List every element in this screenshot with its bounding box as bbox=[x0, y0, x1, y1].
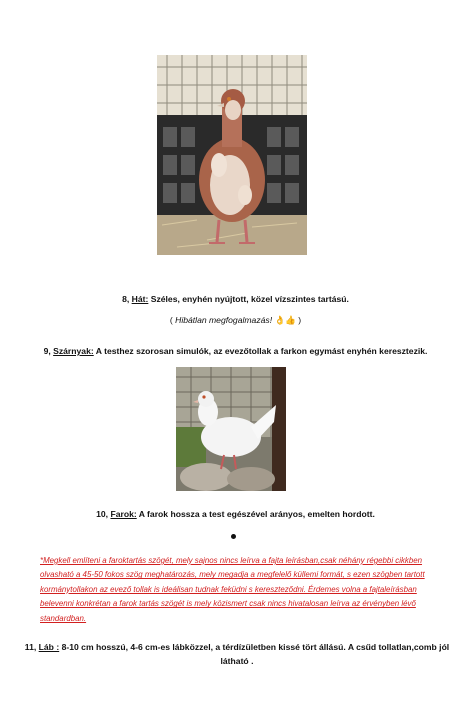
bullet-point bbox=[231, 534, 236, 539]
open-paren: ( bbox=[169, 315, 176, 325]
paragraph-label: Hát: bbox=[131, 294, 149, 304]
paragraph-farok bbox=[0, 508, 471, 520]
paragraph-text: Széles, enyhén nyújtott, közel vízszintes tartású. bbox=[148, 294, 349, 304]
paragraph-szarnyak bbox=[0, 345, 471, 357]
ok-thumbs-up-icon: 👌👍 bbox=[272, 315, 296, 325]
remark-text: Hibátlan megfogalmazás! bbox=[175, 315, 273, 325]
paragraph-number: 9, bbox=[43, 346, 54, 356]
pigeon-photo-2 bbox=[176, 367, 286, 491]
paragraph-number: 8, bbox=[122, 294, 132, 304]
close-paren: ) bbox=[295, 315, 302, 325]
paragraph-text: A farok hossza a test egészével arányos, emelten hordott. bbox=[136, 509, 375, 519]
paragraph-label: Farok: bbox=[110, 509, 137, 519]
paragraph-lab bbox=[22, 640, 452, 668]
paragraph-text: 8-10 cm hosszú, 4-6 cm-es lábközzel, a térdízületben kissé tört állású. A csűd tollatlan,comb jól látható . bbox=[59, 642, 450, 666]
paragraph-text: A testhez szorosan simulók, az evezőtollak a farkon egymást enyhén keresztezik. bbox=[93, 346, 428, 356]
pigeon-photo-1 bbox=[157, 55, 307, 255]
red-comment-note: *Megkell említeni a faroktartás szögét, mely sajnos nincs leírva a fajta leírásban,csak néhány régebbi cikkben olvasható a 45-50 fokos szög meghatározás, mely megadja a megfelelő küllemi formát, s ezen szögben tartott kormánytollakon az evező tollak is ideálisan tudnak feküdni s kereszteződni. Érdemes volna a fajtaleírásban belevenni konkrétan a farok tartás szögét is mely közismert csak nincs hivatalosan leírva az érvényben lévő standardban. bbox=[40, 556, 425, 623]
paragraph-label: Szárnyak: bbox=[53, 346, 94, 356]
paragraph-label: Láb : bbox=[38, 642, 60, 652]
remark-note bbox=[0, 315, 471, 326]
paragraph-number: 11, bbox=[24, 642, 39, 652]
paragraph-number: 10, bbox=[96, 509, 111, 519]
paragraph-hat bbox=[0, 293, 471, 305]
